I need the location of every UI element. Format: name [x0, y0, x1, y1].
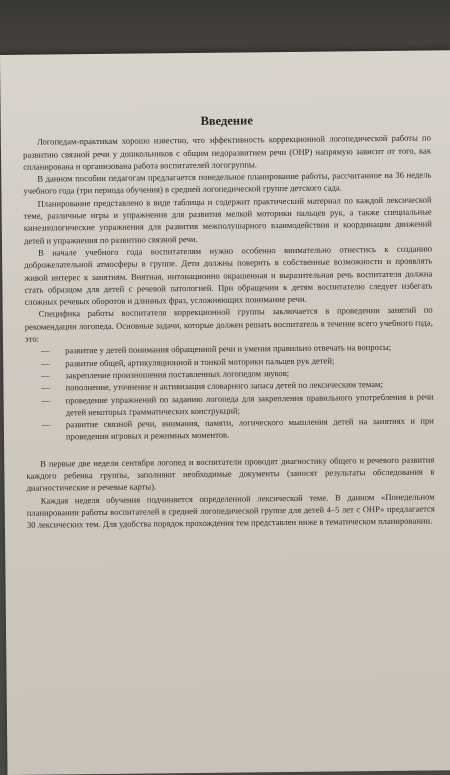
paragraph: В начале учебного года воспитателям нужно особенно внимательно отнестись к созданию доброжелательной атмосферы в группе. Дети должны поверить в собственные возможности и проявлять живой интерес к занятиям. Внятная, интонационно окрашенная и выразительная речь воспитателя должна стать образцом для детей с речевой патологией. При обращении к детям воспитателю следует избегать сложных речевых оборотов и длинных фраз, усложняющих понимание речи.: [24, 243, 433, 307]
list-dash: —: [41, 358, 50, 369]
page-content: [23, 112, 435, 531]
list-item-text: развитие связной речи, внимания, памяти, логического мышления детей на занятиях и при проведении игровых и режимных моментов.: [65, 415, 434, 442]
list-item-text: закрепление произношения поставленных логопедом звуков;: [65, 367, 290, 381]
list-dash: —: [41, 345, 50, 356]
list-dash: —: [41, 395, 51, 406]
tasks-list: [25, 341, 434, 444]
list-item-text: проведение упражнений по заданию логопеда для закрепления правильного употребления в речи детей некоторых грамматических конструкций;: [65, 391, 434, 418]
list-item-text: развитие у детей понимания обращенной речи и умения правильно отвечать на вопросы;: [65, 342, 392, 356]
list-item-text: развитие общей, артикуляционной и тонкой моторики пальцев рук детей;: [65, 355, 335, 368]
list-dash: —: [41, 419, 51, 430]
paragraph: Каждая неделя обучения подчиняется определенной лексической теме. В данном «Понедельном планировании работы воспитателей в средней логопедической группе для детей 4–5 лет с ОНР» предлагается 30 лексических тем. Для удобства порядок прохождения тем представлен ниже в тематическом планировании.: [26, 491, 435, 530]
paragraph: Планирование представлено в виде таблицы и содержит практический материал по каждой лексической теме, различные игры и упражнения для развития мелкой моторики пальцев рук, а также специальные кинезиологические упражнения для развития межполушарного взаимодействия и координации движений детей и упражнения по развитию связной речи.: [23, 194, 432, 246]
book-page: [0, 50, 450, 775]
list-dash: —: [41, 382, 51, 393]
list-dash: —: [41, 370, 51, 381]
paragraph: В данном пособии педагогам предлагается понедельное планирование работы, рассчитанное на 36 недель учебного года (три периода обучения) в средней логопедической группе детского сада.: [23, 169, 432, 197]
paragraph: Специфика работы воспитателя коррекционной группы заключается в проведении занятий по рекомендации логопеда. Основные задачи, которые должен решать воспитатель в течение всего учебного года, это:: [24, 304, 433, 344]
paragraph: Логопедам-практикам хорошо известно, что эффективность коррекционной логопедической работы по развитию связной речи у дошкольников с общим недоразвитием речи (ОНР) напрямую зависит от того, как спланирована и организована работа воспитателей логогруппы.: [22, 132, 432, 172]
list-item: [26, 415, 434, 444]
page-title: Введение: [200, 113, 253, 128]
list-item-text: пополнение, уточнение и активизация словарного запаса детей по лексическим темам;: [65, 379, 383, 393]
paragraph: В первые две недели сентября логопед и воспитатели проводят диагностику общего и речевого развития каждого ребенка группы, заполняют необходимые документы (заносят результаты обследования в диагностические и речевые карты).: [26, 454, 435, 494]
